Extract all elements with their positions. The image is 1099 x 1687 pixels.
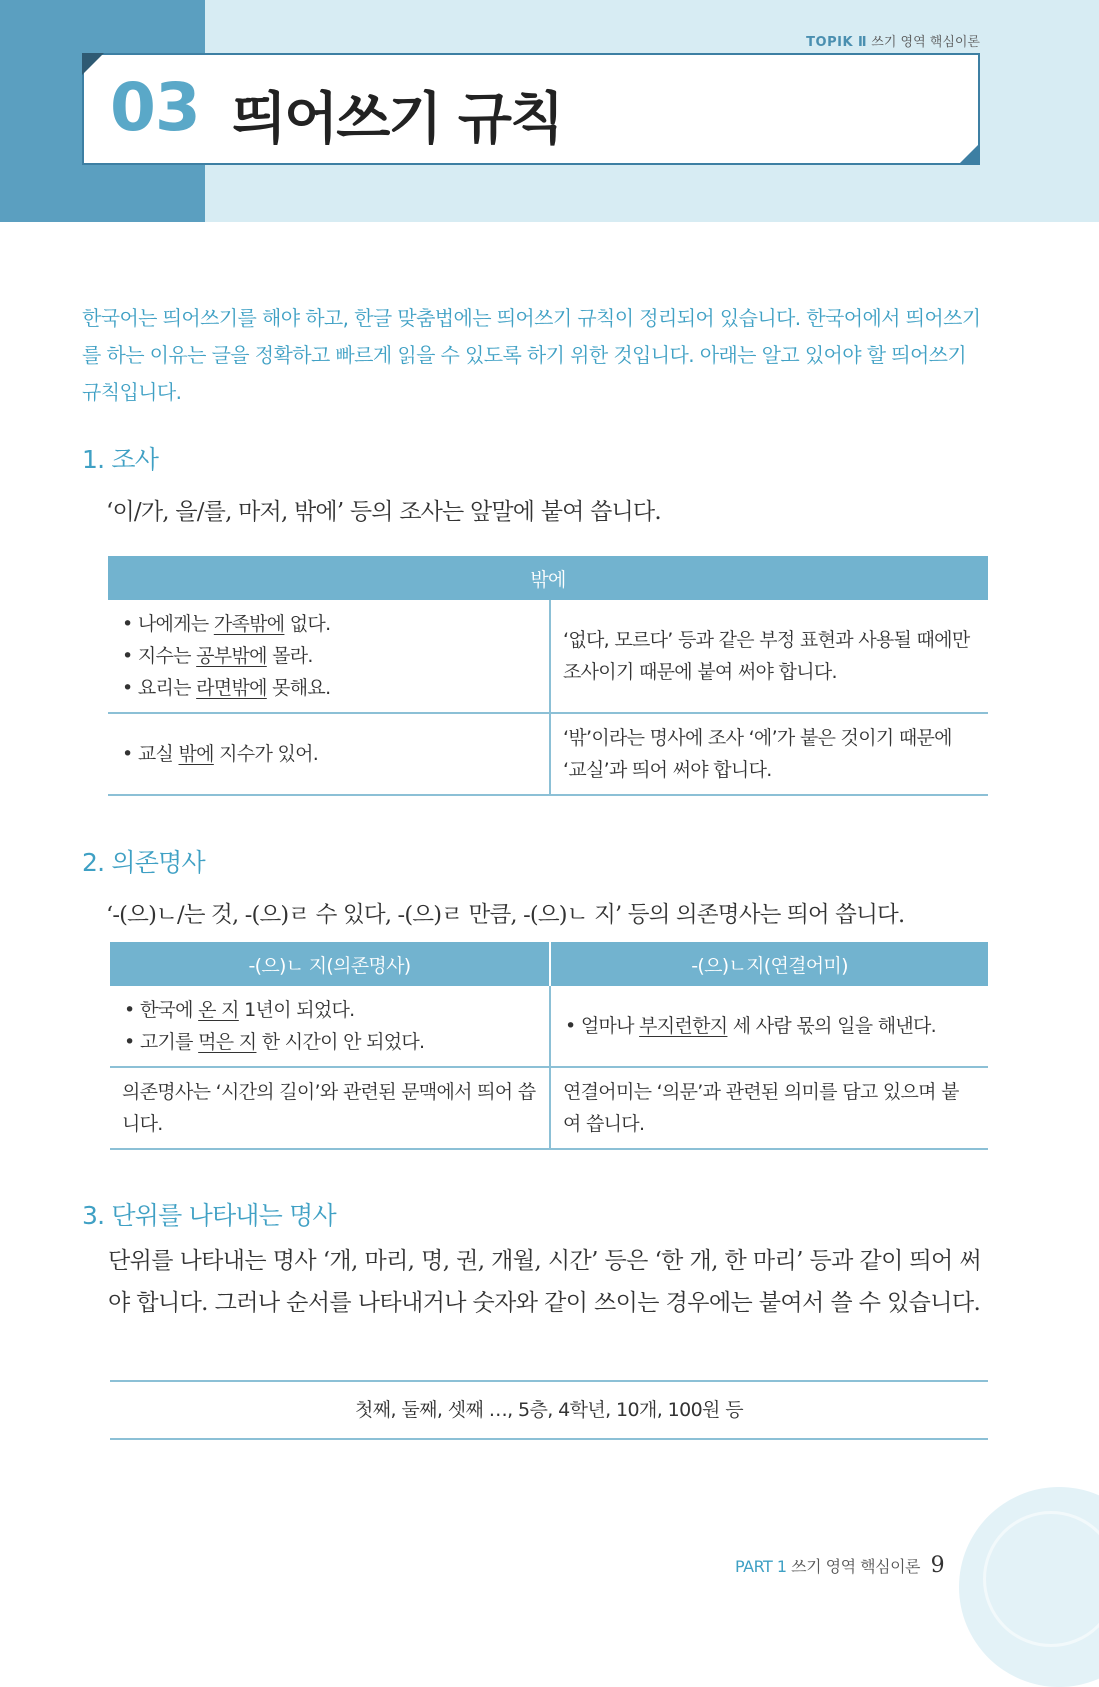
example-line: • 요리는 라면밖에 못해요. [122,677,331,699]
section2-row1-right: • 얼마나 부지런한지 세 사람 몫의 일을 해낸다. [550,986,988,1067]
section1-table [108,556,988,796]
section1-row2-explanation: ‘밖’이라는 명사에 조사 ‘에’가 붙은 것이기 때문에 ‘교실’과 띄어 써야 합니다. [550,713,988,795]
chapter-title: 띄어쓰기 규칙 [232,87,563,152]
section2-row1-left [110,986,550,1067]
corner-accent-top-left [82,53,104,75]
section2-row2-right: 연결어미는 ‘의문’과 관련된 의미를 담고 있으며 붙여 씁니다. [550,1067,988,1149]
table-row [108,713,988,795]
section2-col1-header: -(으)ㄴ 지(의존명사) [110,942,550,986]
example-line: • 고기를 먹은 지 한 시간이 안 되었다. [124,1031,425,1053]
section1-table-header: 밖에 [108,556,988,600]
section3-heading: 3. 단위를 나타내는 명사 [82,1201,336,1230]
section3-examples: 첫째, 둘째, 셋째 …, 5층, 4학년, 10개, 100원 등 [110,1380,988,1440]
table-row [108,600,988,713]
section1-row1-examples [108,600,550,713]
footer-section: 쓰기 영역 핵심이론 [791,1557,920,1576]
footer-part: PART 1 [735,1557,787,1576]
example-line: • 한국에 온 지 1년이 되었다. [124,999,355,1021]
section2-col2-header: -(으)ㄴ지(연결어미) [550,942,988,986]
section3-description: 단위를 나타내는 명사 ‘개, 마리, 명, 권, 개월, 시간’ 등은 ‘한 개, 한 마리’ 등과 같이 띄어 써야 합니다. 그러나 순서를 나타내거나 숫자와 같이 쓰이는 경우에는 붙여서 쓸 수 있습니다. [108,1248,981,1316]
table-row [110,986,988,1067]
page-number: 9 [930,1553,945,1578]
section2-description: ‘-(으)ㄴ/는 것, -(으)ㄹ 수 있다, -(으)ㄹ 만큼, -(으)ㄴ 지’ 등의 의존명사는 띄어 씁니다. [106,902,905,928]
section1-heading: 1. 조사 [82,445,159,474]
page-footer [735,1553,944,1578]
table-row [110,1067,988,1149]
running-head-brand: TOPIK Ⅱ [806,35,868,50]
chapter-title-box [82,53,980,165]
section2-heading: 2. 의존명사 [82,848,205,877]
running-head [760,31,980,50]
section1-description: ‘이/가, 을/를, 마저, 밖에’ 등의 조사는 앞말에 붙여 씁니다. [106,499,661,525]
intro-paragraph: 한국어는 띄어쓰기를 해야 하고, 한글 맞춤법에는 띄어쓰기 규칙이 정리되어 있습니다. 한국어에서 띄어쓰기를 하는 이유는 글을 정확하고 빠르게 읽을 수 있도록 하기 위한 것입니다. 아래는 알고 있어야 할 띄어쓰기 규칙입니다. [82,306,981,404]
section1-row1-explanation: ‘없다, 모르다’ 등과 같은 부정 표현과 사용될 때에만 조사이기 때문에 붙여 써야 합니다. [550,600,988,713]
section2-row2-left: 의존명사는 ‘시간의 길이’와 관련된 문맥에서 띄어 씁니다. [110,1067,550,1149]
section1-row2-example: • 교실 밖에 지수가 있어. [108,713,550,795]
example-line: • 나에게는 가족밖에 없다. [122,613,331,635]
chapter-number: 03 [110,69,200,146]
corner-accent-bottom-right [958,143,980,165]
section2-table [110,942,988,1150]
example-line: • 지수는 공부밖에 몰라. [122,645,313,667]
running-head-section: 쓰기 영역 핵심이론 [871,35,980,50]
